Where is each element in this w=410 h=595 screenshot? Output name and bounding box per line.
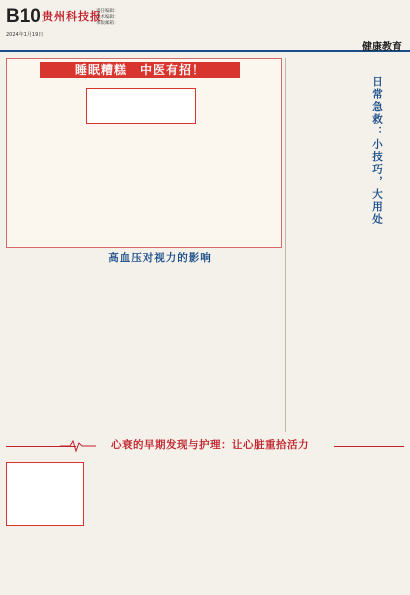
text-column <box>80 276 146 432</box>
text-column <box>286 462 342 590</box>
heart-rule-right <box>334 446 404 447</box>
column-divider <box>285 58 286 432</box>
section-title: 健康教育 <box>362 42 402 53</box>
issue-date: 2024年1月19日 <box>6 32 44 38</box>
text-column <box>154 462 216 590</box>
sleep-lead-box <box>86 88 196 124</box>
page-number: B10 <box>6 6 41 27</box>
daily-firstaid-title-wrap <box>370 76 406 276</box>
heart-article-title: 心衰的早期发现与护理：让心脏重拾活力 <box>111 439 309 451</box>
text-column <box>86 128 142 244</box>
daily-firstaid-title: 日常急救：小技巧，大用处 <box>371 76 383 226</box>
text-column <box>206 88 278 244</box>
newspaper-name: 贵州科技报 <box>42 10 102 23</box>
editor-line: 责任编辑： <box>96 9 119 14</box>
text-column <box>8 276 76 432</box>
text-column <box>88 462 150 590</box>
text-column <box>220 276 282 432</box>
page-header <box>0 0 410 52</box>
text-column <box>346 462 404 590</box>
editor-line: 美术编辑： <box>96 15 119 20</box>
editor-line: 本版邮箱： <box>96 21 119 26</box>
text-column <box>10 88 82 244</box>
text-column <box>288 58 358 432</box>
sleep-article-title: 睡眠糟糕 中医有招！ <box>74 63 205 77</box>
text-column <box>220 462 282 590</box>
heart-lead-box <box>6 462 84 526</box>
text-column <box>150 276 216 432</box>
blood-pressure-article-title: 高血压对视力的影响 <box>108 252 212 264</box>
editor-credits <box>96 9 119 27</box>
text-column <box>146 128 202 244</box>
